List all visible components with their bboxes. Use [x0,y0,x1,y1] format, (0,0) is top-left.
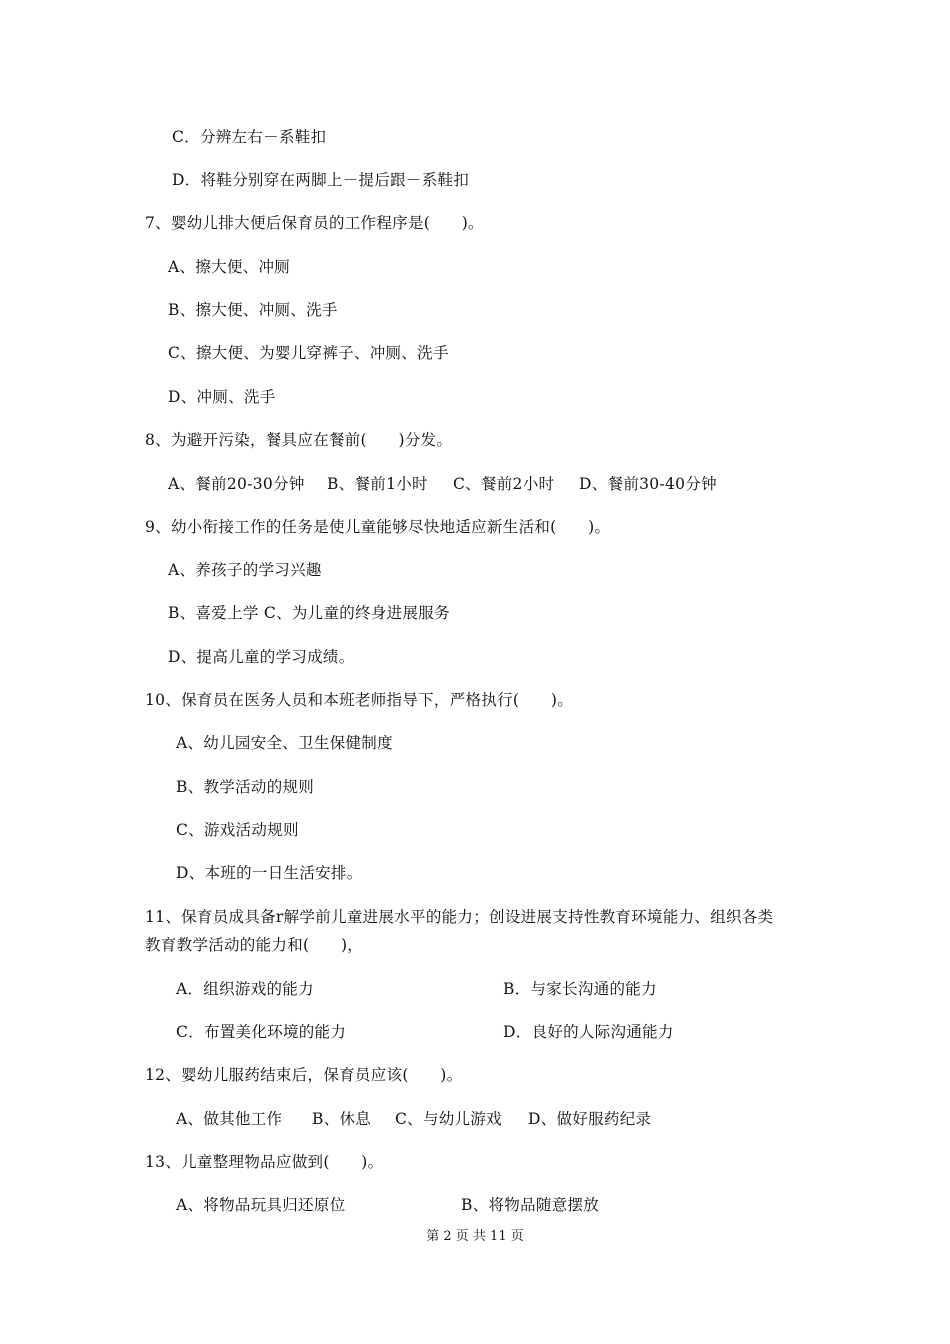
q9-option-a: A、养孩子的学习兴趣 [168,561,322,579]
q11-option-a: A．组织游戏的能力 [176,980,314,998]
q9-stem: 9、幼小衔接工作的任务是使儿童能够尽快地适应新生活和( )。 [145,518,611,536]
q8-option-d: D、餐前30-40分钟 [579,475,717,493]
q11-stem-line1: 11、保育员成具备r解学前儿童进展水平的能力；创设进展支持性教育环境能力、组织各类 [145,908,774,926]
q11-option-d: D．良好的人际沟通能力 [503,1023,674,1041]
q7-option-a: A、擦大便、冲厕 [168,258,291,276]
q12-option-a: A、做其他工作 [176,1110,283,1128]
q6-option-d: D．将鞋分别穿在两脚上－提后跟－系鞋扣 [172,171,470,189]
q8-stem: 8、为避开污染，餐具应在餐前( )分发。 [145,431,453,449]
q12-stem: 12、婴幼儿服药结束后，保育员应该( )。 [145,1066,463,1084]
q10-option-a: A、幼儿园安全、卫生保健制度 [176,734,393,752]
q8-option-b: B、餐前1小时 [327,475,428,493]
page-footer: 第 2 页 共 11 页 [426,1229,524,1244]
q7-option-b: B、擦大便、冲厕、洗手 [168,301,338,319]
q7-option-c: C、擦大便、为婴儿穿裤子、冲厕、洗手 [168,344,449,362]
q10-option-c: C、游戏活动规则 [176,821,299,839]
q12-option-c: C、与幼儿游戏 [395,1110,502,1128]
q11-stem-line2: 教育教学活动的能力和( )， [145,936,364,954]
q10-stem: 10、保育员在医务人员和本班老师指导下，严格执行( )。 [145,691,574,709]
q10-option-d: D、本班的一日生活安排。 [176,864,363,882]
q13-option-b: B、将物品随意摆放 [461,1196,600,1214]
q12-option-b: B、休息 [312,1110,372,1128]
q8-option-a: A、餐前20-30分钟 [168,475,305,493]
q9-option-d: D、提高儿童的学习成绩。 [168,648,355,666]
q12-option-d: D、做好服药纪录 [528,1110,652,1128]
q10-option-b: B、教学活动的规则 [176,778,315,796]
q11-option-b: B．与家长沟通的能力 [503,980,657,998]
q13-option-a: A、将物品玩具归还原位 [176,1196,346,1214]
q7-stem: 7、婴幼儿排大便后保育员的工作程序是( )。 [145,214,484,232]
q11-option-c: C．布置美化环境的能力 [176,1023,347,1041]
q13-stem: 13、儿童整理物品应做到( )。 [145,1153,384,1171]
q7-option-d: D、冲厕、洗手 [168,388,276,406]
q6-option-c: C．分辨左右－系鞋扣 [172,128,327,146]
q8-option-c: C、餐前2小时 [453,475,555,493]
q9-option-bc: B、喜爱上学 C、为儿童的终身进展服务 [168,604,450,622]
